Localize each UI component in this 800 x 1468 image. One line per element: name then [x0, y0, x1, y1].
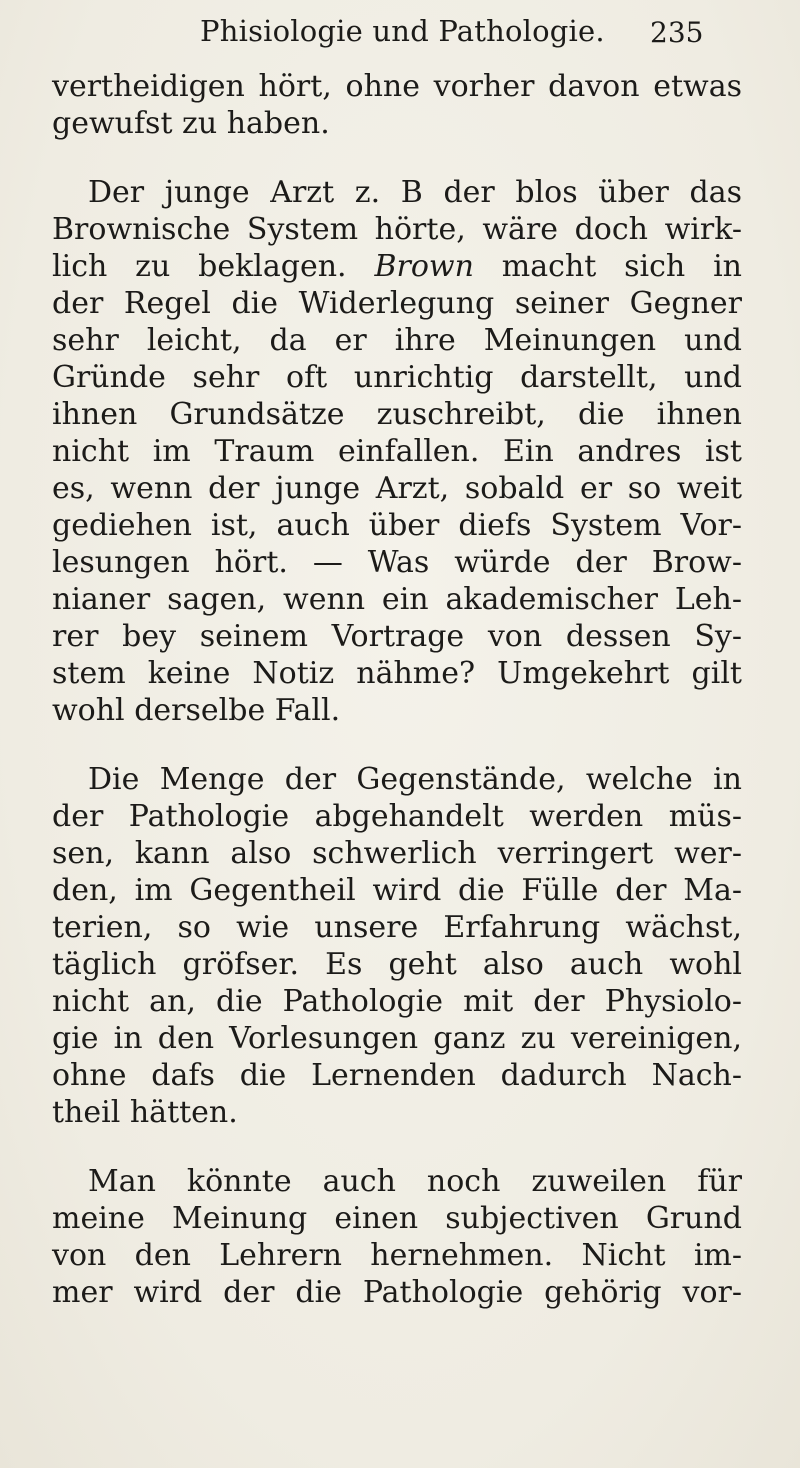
text-fragment: lich zu beklagen.	[52, 249, 347, 284]
text-line: sehr leicht, da er ihre Meinungen und	[52, 323, 742, 358]
paragraph-3	[52, 761, 742, 1131]
text-line: Gründe sehr oft unrichtig darstellt, und	[52, 360, 742, 395]
page-number: 235	[650, 16, 704, 49]
text-line: von den Lehrern hernehmen. Nicht im-	[52, 1238, 742, 1273]
text-fragment: macht sich in	[501, 249, 742, 284]
text-line: nicht im Traum einfallen. Ein andres ist	[52, 434, 742, 469]
text-line: Die Menge der Gegenstände, welche in	[88, 762, 742, 797]
text-line: ohne dafs die Lernenden dadurch Nach-	[52, 1058, 742, 1093]
text-line: nianer sagen, wenn ein akademischer Leh-	[52, 582, 742, 617]
text-line: terien, so wie unsere Erfahrung wächst,	[52, 910, 742, 945]
text-line: stem keine Notiz nähme? Umgekehrt gilt	[52, 656, 742, 691]
text-line: es, wenn der junge Arzt, sobald er so weit	[52, 471, 742, 506]
text-line: den, im Gegentheil wird die Fülle der Ma-	[52, 873, 742, 908]
paragraph-2	[52, 174, 742, 729]
text-line: sen, kann also schwerlich verringert wer-	[52, 836, 742, 871]
running-head: Phisiologie und Pathologie.	[200, 14, 605, 48]
paragraph-4	[52, 1163, 742, 1311]
text-line	[52, 248, 742, 285]
paragraph-gap	[52, 1131, 742, 1163]
body-text	[52, 68, 742, 1311]
text-line: vertheidigen hört, ohne vorher davon etwas	[52, 69, 742, 104]
emphasis-name: Brown	[374, 249, 474, 284]
text-line: täglich gröfser. Es geht also auch wohl	[52, 947, 742, 982]
text-line: lesungen hört. — Was würde der Brow-	[52, 545, 742, 580]
text-line: gewufst zu haben.	[52, 106, 330, 141]
page-header	[0, 14, 800, 54]
paragraph-1	[52, 68, 742, 142]
text-line: mer wird der die Pathologie gehörig vor-	[52, 1275, 742, 1310]
text-line: meine Meinung einen subjectiven Grund	[52, 1201, 742, 1236]
paragraph-gap	[52, 729, 742, 761]
text-line: Man könnte auch noch zuweilen für	[88, 1164, 742, 1199]
text-line: gie in den Vorlesungen ganz zu vereinigen,	[52, 1021, 742, 1056]
text-line: Der junge Arzt z. B der blos über das	[88, 175, 742, 210]
text-line: ihnen Grundsätze zuschreibt, die ihnen	[52, 397, 742, 432]
text-line: der Pathologie abgehandelt werden müs-	[52, 799, 742, 834]
text-line: theil hätten.	[52, 1095, 238, 1130]
text-line: Brownische System hörte, wäre doch wirk-	[52, 212, 742, 247]
text-line: der Regel die Widerlegung seiner Gegner	[52, 286, 742, 321]
text-line: wohl derselbe Fall.	[52, 693, 341, 728]
text-line: rer bey seinem Vortrage von dessen Sy-	[52, 619, 742, 654]
paragraph-gap	[52, 142, 742, 174]
text-line: gediehen ist, auch über diefs System Vor-	[52, 508, 742, 543]
text-line: nicht an, die Pathologie mit der Physiolo-	[52, 984, 742, 1019]
